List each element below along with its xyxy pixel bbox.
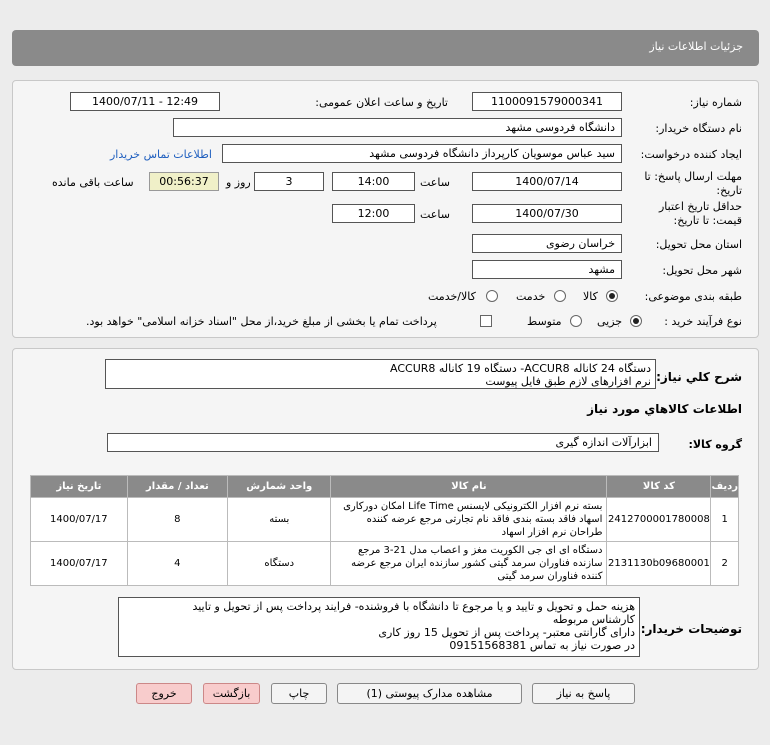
remaining-label: ساعت باقی مانده	[52, 176, 134, 189]
item-date: 1400/07/17	[31, 542, 128, 586]
col-code: کد کالا	[607, 476, 711, 498]
validity-date-field: 1400/07/30	[472, 204, 622, 223]
col-date: تاریخ نیاز	[31, 476, 128, 498]
days-field: 3	[254, 172, 324, 191]
buyer-contact-link[interactable]: اطلاعات تماس خریدار	[110, 148, 212, 161]
category-option-goods: کالا	[583, 290, 598, 303]
province-field: خراسان رضوی	[472, 234, 622, 253]
validity-time-field: 12:00	[332, 204, 415, 223]
process-radio-medium[interactable]	[570, 315, 582, 327]
exit-button[interactable]: خروج	[136, 683, 192, 704]
goods-table-header	[31, 476, 739, 498]
deadline-label-1: مهلت ارسال پاسخ: تا	[644, 170, 742, 183]
goods-group-label: گروه کالا:	[688, 438, 742, 451]
category-radio-service[interactable]	[554, 290, 566, 302]
validity-time-label: ساعت	[420, 208, 450, 221]
treasury-payment-checkbox[interactable]	[480, 315, 492, 327]
item-code: 2412700001780008	[607, 498, 711, 542]
remaining-time-field: 00:56:37	[149, 172, 219, 191]
buyer-notes-line: دارای گارانتی معتبر- پرداخت پس از تحویل 15 روز کاری	[378, 626, 635, 639]
buyer-notes-line: کارشناس مربوطه	[552, 613, 635, 626]
item-qty: 4	[127, 542, 227, 586]
buyer-org-field: دانشگاه فردوسی مشهد	[173, 118, 622, 137]
col-name: نام کالا	[331, 476, 607, 498]
item-name: دستگاه ای ای جی الکوریت مغز و اعصاب مدل 21-3 مرجع سازنده فناوران سرمد گیتی کشور سازنده ایران مرجع عرضه کننده فناوران سرمد گیتی	[331, 542, 607, 586]
goods-group-field: ابزارآلات اندازه گیری	[107, 433, 659, 452]
item-date: 1400/07/17	[31, 498, 128, 542]
goods-table	[30, 475, 739, 586]
summary-line-2: نرم افزارهای لازم طبق فایل پیوست	[485, 375, 651, 388]
col-unit: واحد شمارش	[228, 476, 331, 498]
row-number: 2	[711, 542, 739, 586]
category-radio-goods[interactable]	[606, 290, 618, 302]
buyer-notes-line: هزینه حمل و تحویل و تایید و یا مرجوع تا دانشگاه با فروشنده- فرایند پرداخت پس از تحویل و تایید	[192, 600, 635, 613]
deadline-date-field: 1400/07/14	[472, 172, 622, 191]
print-button[interactable]: چاپ	[271, 683, 327, 704]
category-option-service: خدمت	[516, 290, 546, 303]
creator-field: سید عباس موسویان کارپرداز دانشگاه فردوسی مشهد	[222, 144, 622, 163]
item-qty: 8	[127, 498, 227, 542]
category-radio-goods-service[interactable]	[486, 290, 498, 302]
category-option-goods-service: کالا/خدمت	[428, 290, 476, 303]
need-number-label: شماره نیاز:	[689, 96, 742, 109]
creator-label: ایجاد کننده درخواست:	[640, 148, 742, 161]
deadline-time-label: ساعت	[420, 176, 450, 189]
summary-box	[105, 359, 656, 389]
buyer-notes-line: در صورت نیاز به تماس 09151568381	[449, 639, 635, 652]
treasury-payment-note: پرداخت تمام یا بخشی از مبلغ خرید،از محل "اسناد خزانه اسلامی" خواهد بود.	[86, 315, 437, 328]
validity-label-2: قیمت: تا تاریخ:	[673, 214, 742, 227]
table-row	[31, 498, 739, 542]
summary-line-1: دستگاه 24 کاناله ACCUR8- دستگاه 19 کاناله ACCUR8	[390, 362, 651, 375]
back-button[interactable]: بازگشت	[203, 683, 260, 704]
announce-field: 1400/07/11 - 12:49	[70, 92, 220, 111]
row-number: 1	[711, 498, 739, 542]
item-unit: بسته	[228, 498, 331, 542]
validity-label-1: حداقل تاریخ اعتبار	[658, 200, 742, 213]
buyer-org-label: نام دستگاه خریدار:	[655, 122, 742, 135]
announce-label: تاریخ و ساعت اعلان عمومی:	[315, 96, 448, 109]
col-row: ردیف	[711, 476, 739, 498]
need-number-field: 1100091579000341	[472, 92, 622, 111]
city-field: مشهد	[472, 260, 622, 279]
process-radio-minor[interactable]	[630, 315, 642, 327]
col-qty: تعداد / مقدار	[127, 476, 227, 498]
buyer-notes-label: توضیحات خریدار:	[640, 622, 742, 636]
item-name: بسته نرم افزار الکترونیکی لایسنس Life Time امکان دورکاری اسهاد فاقد بسته بندی فاقد نام تجارتی مرجع عرضه کننده طراحان نرم افزار اسهاد	[331, 498, 607, 542]
item-code: 2131130b09680001	[607, 542, 711, 586]
view-documents-button[interactable]: مشاهده مدارک پیوستی (1)	[337, 683, 522, 704]
process-option-minor: جزیی	[597, 315, 623, 328]
buyer-notes-box	[118, 597, 640, 657]
deadline-time-field: 14:00	[332, 172, 415, 191]
page-title: جزئیات اطلاعات نیاز	[649, 40, 743, 53]
province-label: استان محل تحویل:	[655, 238, 742, 251]
summary-label: شرح کلي نیاز:	[656, 370, 742, 384]
goods-section-title: اطلاعات کالاهاي مورد نیاز	[587, 402, 742, 416]
process-label: نوع فرآیند خرید :	[664, 315, 742, 328]
page-title-bar	[12, 30, 759, 66]
reply-button[interactable]: پاسخ به نیاز	[532, 683, 635, 704]
process-option-medium: متوسط	[527, 315, 562, 328]
days-label: روز و	[226, 176, 251, 189]
table-row	[31, 542, 739, 586]
city-label: شهر محل تحویل:	[662, 264, 742, 277]
deadline-label-2: تاریخ:	[716, 184, 742, 197]
item-unit: دستگاه	[228, 542, 331, 586]
category-label: طبقه بندی موضوعی:	[644, 290, 742, 303]
